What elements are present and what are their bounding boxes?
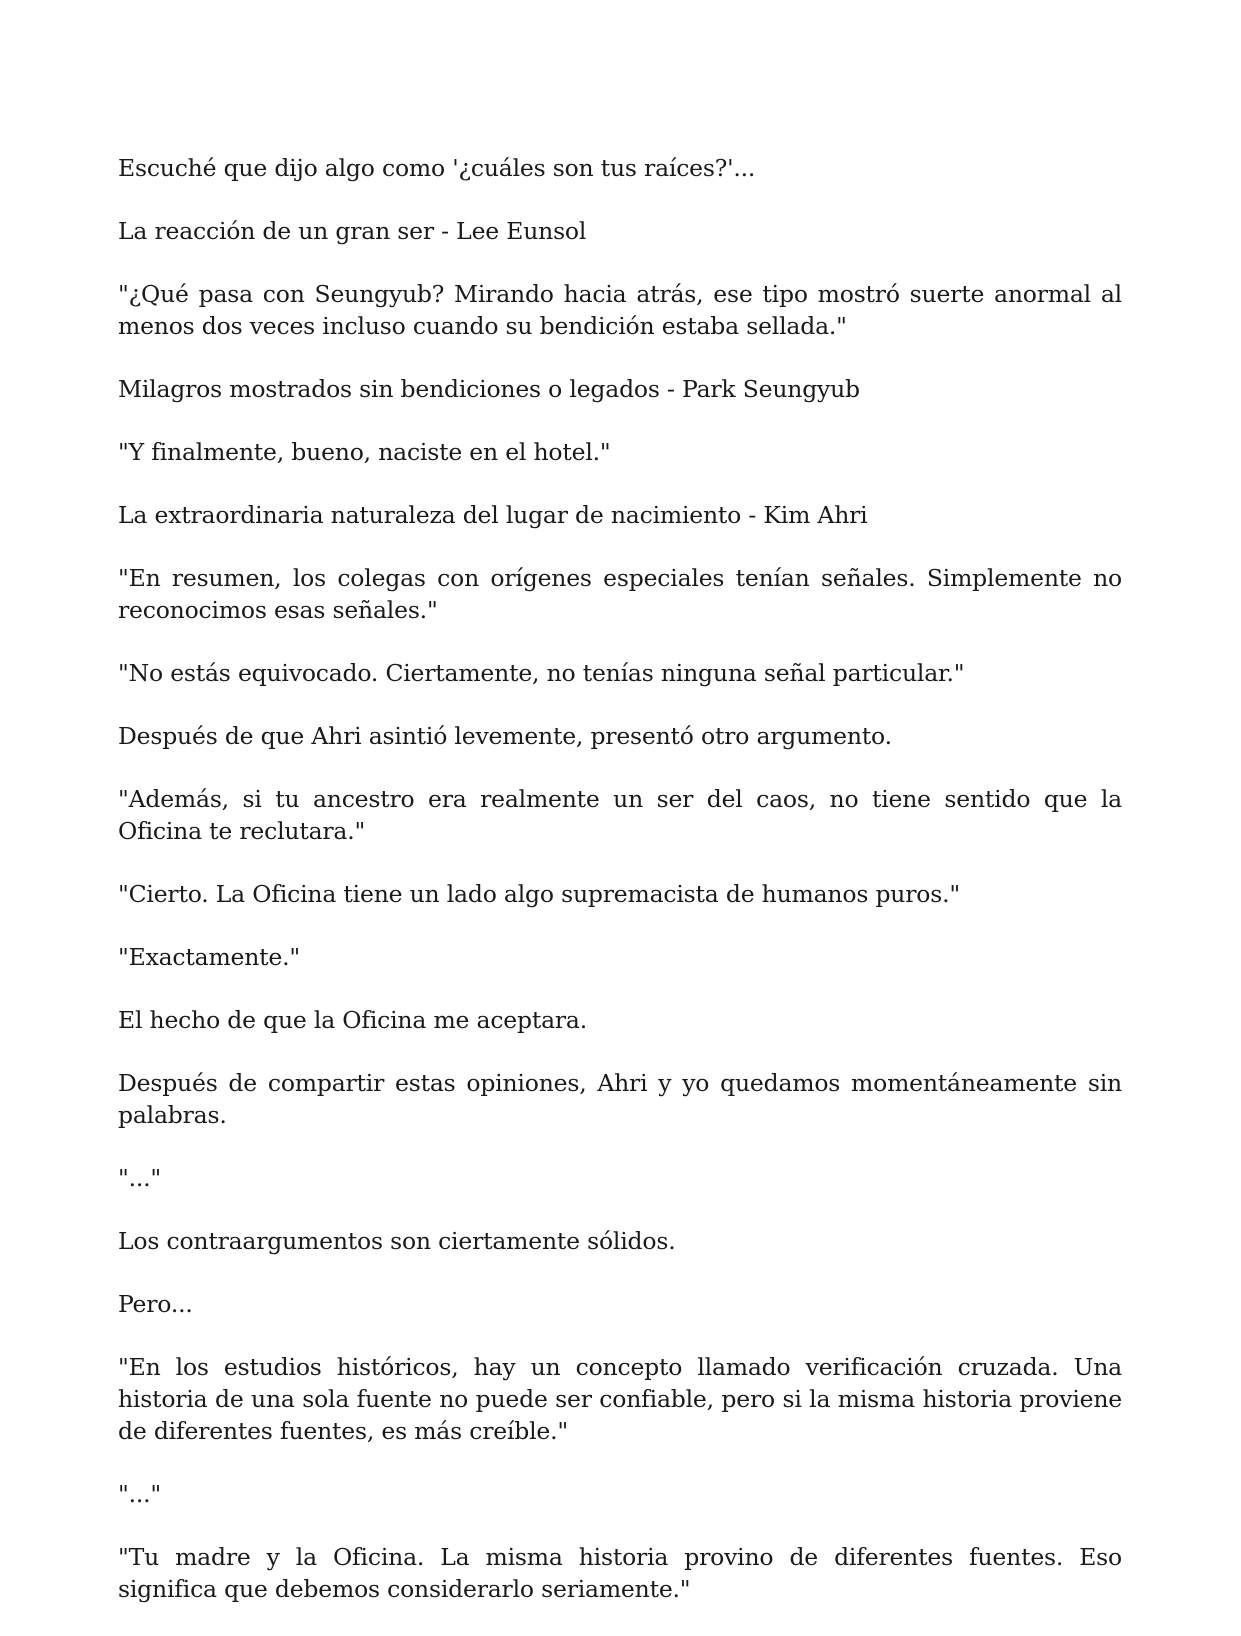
paragraph-1: Escuché que dijo algo como '¿cuáles son tus raíces?'... — [118, 154, 756, 182]
paragraph-14: Después de compartir estas opiniones, Ahri y yo quedamos momentáneamente sin palabras. — [118, 1069, 1122, 1129]
paragraph-6: La extraordinaria naturaleza del lugar de nacimiento - Kim Ahri — [118, 501, 868, 529]
paragraph-18: "En los estudios históricos, hay un concepto llamado verificación cruzada. Una historia de una sola fuente no puede ser confiable, pero si la misma historia proviene de diferentes fuentes, es más creíble." — [118, 1353, 1122, 1445]
paragraph-7: "En resumen, los colegas con orígenes especiales tenían señales. Simplemente no reconocimos esas señales." — [118, 564, 1122, 624]
paragraph-16: Los contraargumentos son ciertamente sólidos. — [118, 1227, 676, 1255]
paragraph-8: "No estás equivocado. Ciertamente, no tenías ninguna señal particular." — [118, 659, 965, 687]
paragraph-4: Milagros mostrados sin bendiciones o legados - Park Seungyub — [118, 375, 860, 403]
paragraph-17: Pero... — [118, 1290, 193, 1318]
paragraph-5: "Y finalmente, bueno, naciste en el hotel." — [118, 438, 611, 466]
paragraph-13: El hecho de que la Oficina me aceptara. — [118, 1006, 587, 1034]
paragraph-12: "Exactamente." — [118, 943, 300, 971]
document-page — [118, 152, 1122, 1636]
paragraph-9: Después de que Ahri asintió levemente, presentó otro argumento. — [118, 722, 892, 750]
paragraph-19: "..." — [118, 1480, 162, 1508]
paragraph-15: "..." — [118, 1164, 162, 1192]
paragraph-11: "Cierto. La Oficina tiene un lado algo supremacista de humanos puros." — [118, 880, 960, 908]
paragraph-3: "¿Qué pasa con Seungyub? Mirando hacia atrás, ese tipo mostró suerte anormal al menos dos veces incluso cuando su bendición estaba sellada." — [118, 280, 1122, 340]
paragraph-10: "Además, si tu ancestro era realmente un ser del caos, no tiene sentido que la Oficina te reclutara." — [118, 785, 1122, 845]
paragraph-20: "Tu madre y la Oficina. La misma historia provino de diferentes fuentes. Eso significa que debemos considerarlo seriamente." — [118, 1543, 1122, 1603]
paragraph-2: La reacción de un gran ser - Lee Eunsol — [118, 217, 587, 245]
